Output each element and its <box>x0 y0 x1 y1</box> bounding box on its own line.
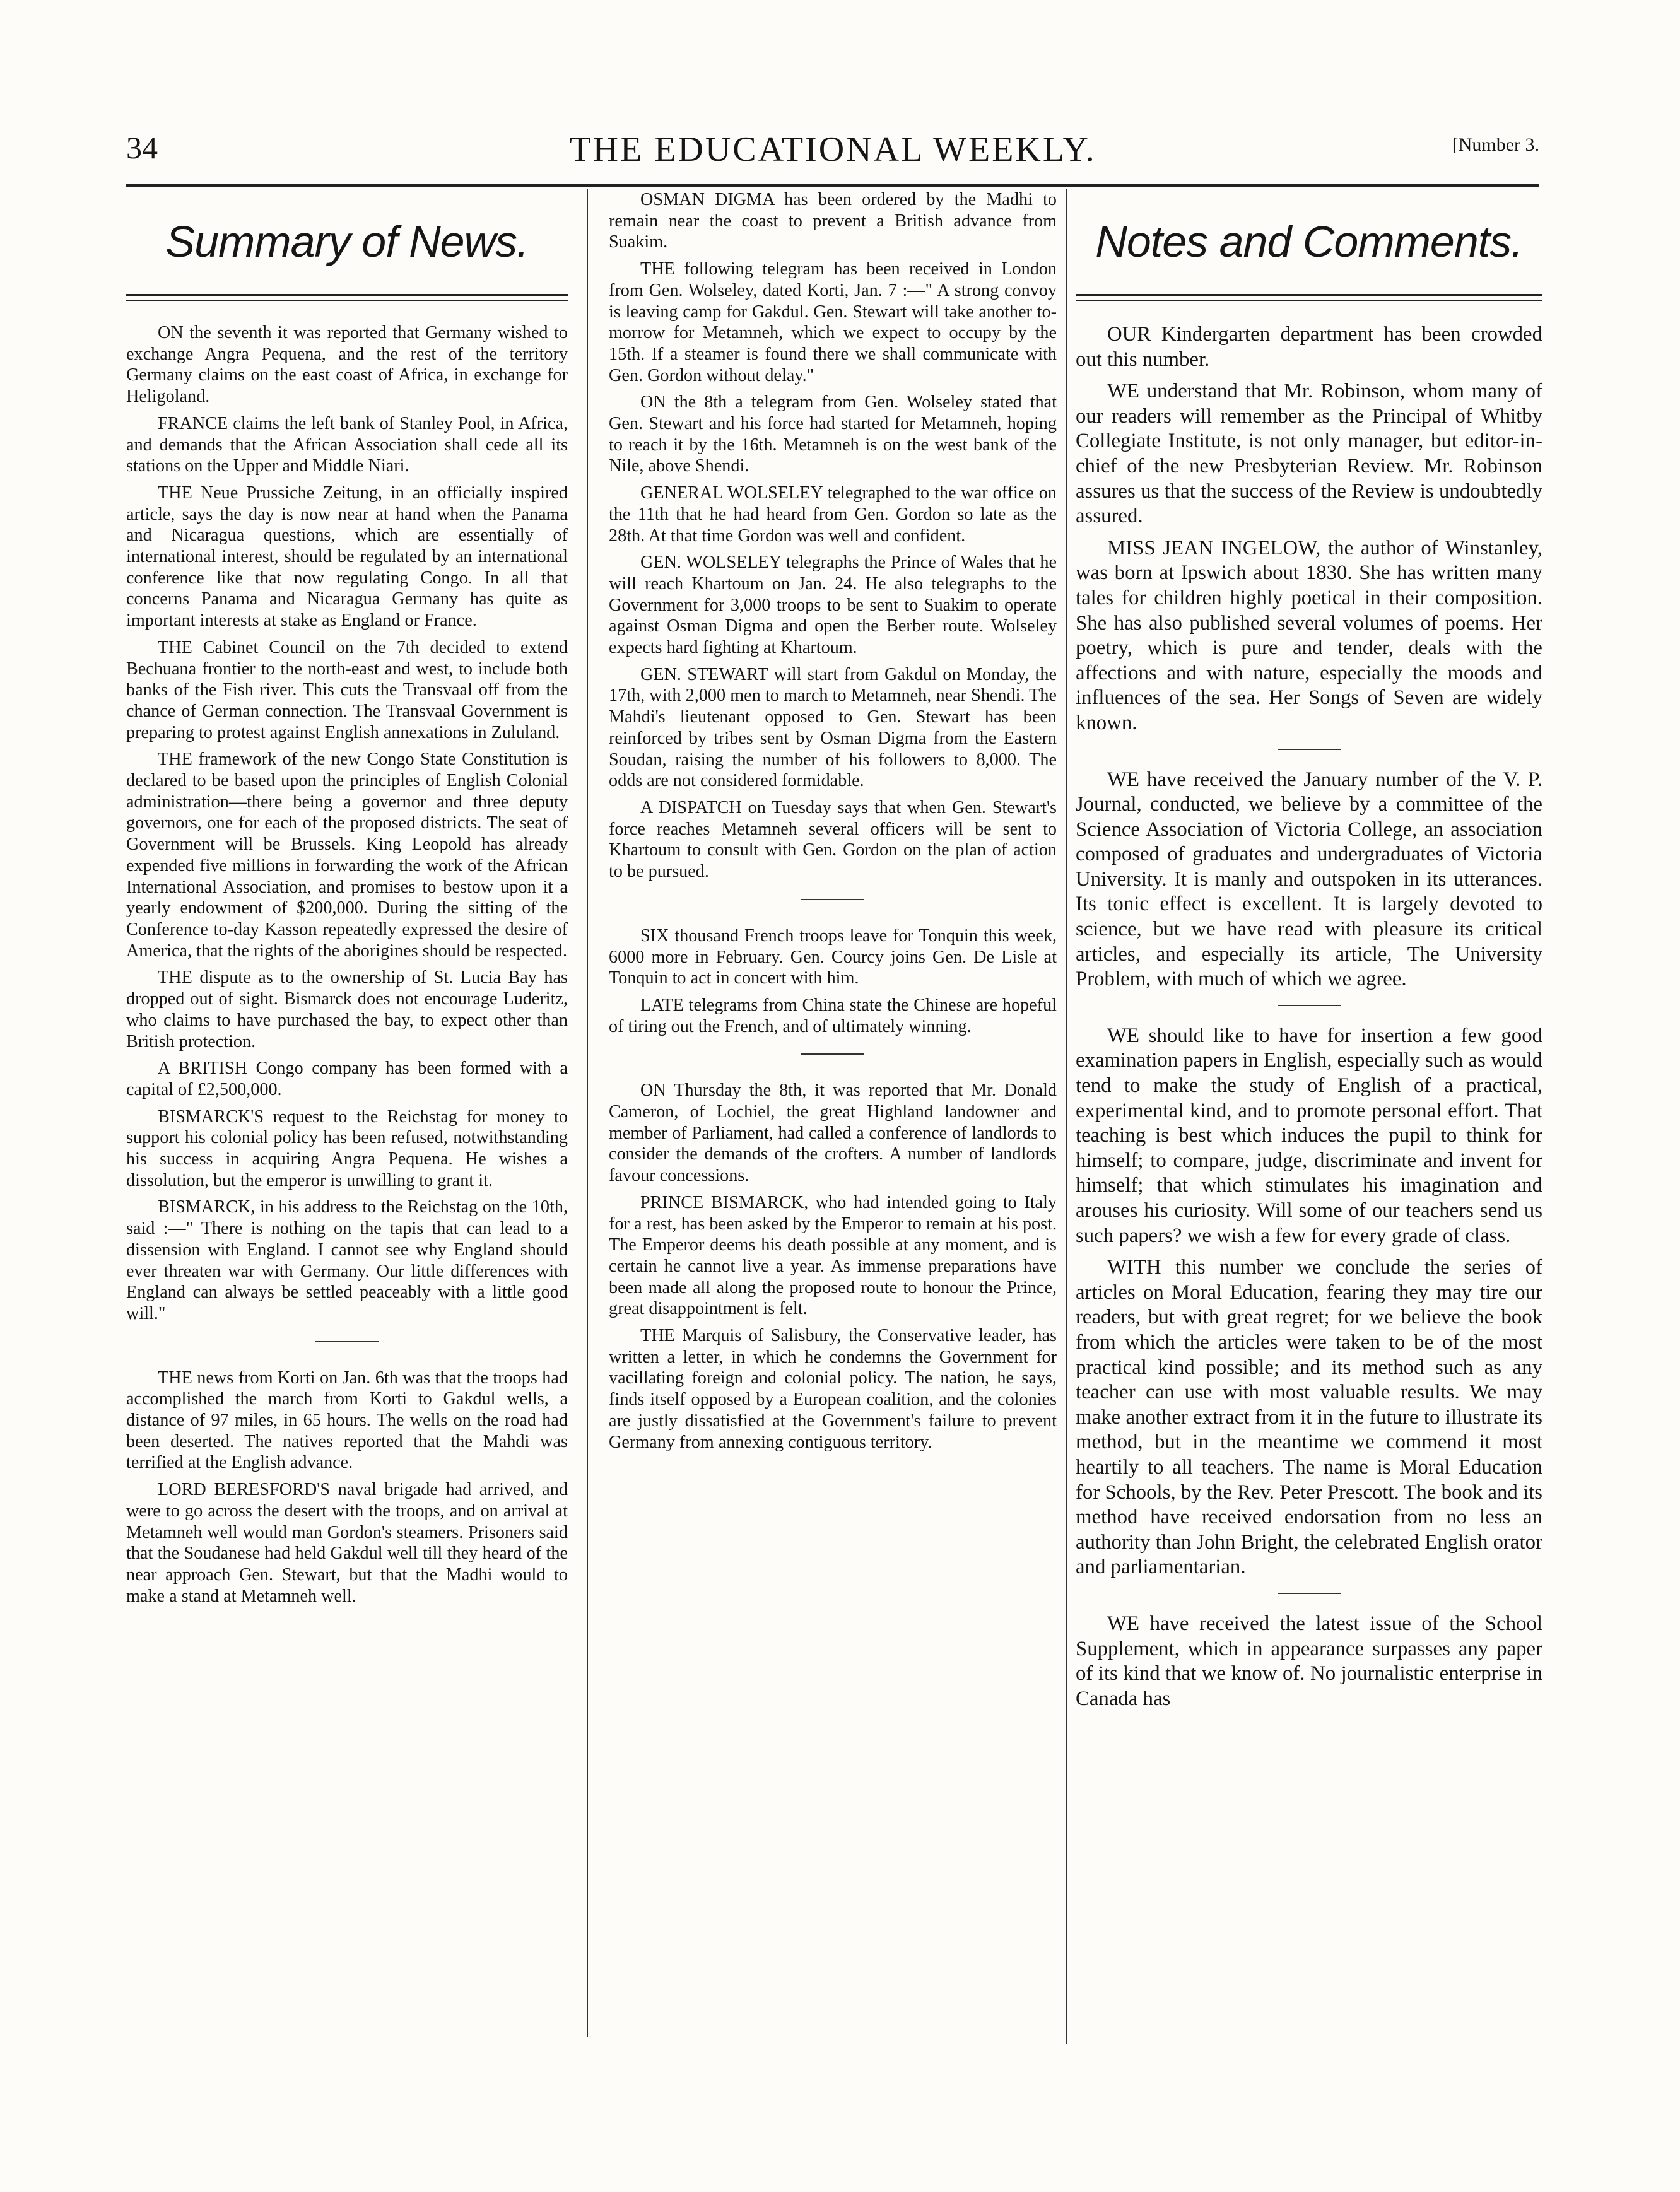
title-rule <box>1076 294 1542 296</box>
column-divider <box>1066 189 1067 2044</box>
comment-item: WE have received the latest issue of the School Supplement, which in appearance surpasses any paper of its kind that we know of. No journalistic enterprise in Canada has <box>1076 1612 1542 1710</box>
notes-title: Notes and Comments. <box>1095 217 1523 266</box>
column-divider <box>587 189 588 2037</box>
section-separator <box>1278 749 1341 750</box>
summary-column <box>126 189 568 1612</box>
news-item: THE dispute as to the ownership of St. Lucia Bay has dropped out of sight. Bismarck does not encourage Luderitz, who claims to have purchased the bay, to expect other than British protection. <box>126 968 568 1052</box>
section-separator <box>1278 1005 1341 1006</box>
comment-item: OUR Kindergarten department has been crowded out this number. <box>1076 323 1542 371</box>
summary-title: Summary of News. <box>165 217 529 266</box>
news-item: FRANCE claims the left bank of Stanley Pool, in Africa, and demands that the African Association shall cede all its stations on the Upper and Middle Niari. <box>126 413 568 476</box>
section-separator <box>801 899 864 900</box>
news-item: THE framework of the new Congo State Constitution is declared to be based upon the principles of English Colonial administration—there being a governor and three deputy governors, one for each of the proposed districts. The seat of Government will be Brussels. King Leopold has already expended five millions in forwarding the work of the African International Association, and promises to bestow upon it a yearly endowment of $200,000. During the sitting of the Conference to-day Kasson repeatedly expressed the desire of America, that the rights of the aborigines should be respected. <box>126 749 568 961</box>
section-separator <box>801 1053 864 1055</box>
news-item: THE Neue Prussiche Zeitung, in an officially inspired article, says the day is now near at hand when the Panama and Nicaragua questions, which are essentially of international interest, should be regulated by an international conference like that now regulating Congo. In all that concerns Panama and Nicaragua Germany has quite as important interests at stake as England or France. <box>126 483 568 631</box>
comment-item: WE have received the January number of the V. P. Journal, conducted, we believe by a committee of the Science Association of Victoria College, an association composed of graduates and undergraduates of Victoria University. It is manly and outspoken in its utterances. Its tonic effect is excellent. It is largely devoted to science, but we have read with pleasure its critical articles, and especially its article, The University Problem, with much of which we agree. <box>1076 768 1542 991</box>
news-item: SIX thousand French troops leave for Tonquin this week, 6000 more in February. Gen. Courcy joins Gen. De Lisle at Tonquin to act in concert with him. <box>609 925 1057 988</box>
news-item: GEN. WOLSELEY telegraphs the Prince of Wales that he will reach Khartoum on Jan. 24. He also telegraphs to the Government for 3,000 troops to be sent to Suakim to operate against Osman Digma and open the Berber route. Wolseley expects hard fighting at Khartoum. <box>609 553 1057 658</box>
comment-item: WE should like to have for insertion a few good examination papers in English, especially such as would tend to make the study of English of a practical, experimental kind, and to promote personal effort. That teaching is best which induces the pupil to think for himself; to compare, judge, discriminate and invent for himself; that which stimulates his imagination and arouses his curiosity. Will some of our teachers send us such papers? we wish a few for every grade of class. <box>1076 1024 1542 1247</box>
title-rule <box>126 300 568 301</box>
comment-item: WE understand that Mr. Robinson, whom many of our readers will remember as the Principal of Whitby Collegiate Institute, is not only manager, but editor-in-chief of the new Presbyterian Review. Mr. Robinson assures us that the success of the Review is undoubtedly assured. <box>1076 380 1542 528</box>
section-separator <box>315 1341 379 1342</box>
title-rule <box>126 294 568 296</box>
news-item: ON Thursday the 8th, it was reported that Mr. Donald Cameron, of Lochiel, the great Highland landowner and member of Parliament, had called a conference of landlords to consider the demands of the crofters. A number of landlords favour concessions. <box>609 1081 1057 1186</box>
news-item: PRINCE BISMARCK, who had intended going to Italy for a rest, has been asked by the Emperor to remain at his post. The Emperor deems his death possible at any moment, and is certain he cannot live a year. As immense preparations have been made all along the proposed route to honour the Prince, great disappointment is felt. <box>609 1192 1057 1319</box>
news-item: BISMARCK'S request to the Reichstag for money to support his colonial policy has been refused, notwithstanding his success in acquiring Angra Pequena. He wishes a dissolution, but the emperor is unwilling to grant it. <box>126 1106 568 1190</box>
news-item: A BRITISH Congo company has been formed with a capital of £2,500,000. <box>126 1058 568 1099</box>
journal-title: THE EDUCATIONAL WEEKLY. <box>569 130 1096 169</box>
notes-column <box>1076 189 1542 1718</box>
section-separator <box>1278 1593 1341 1594</box>
comment-item: WITH this number we conclude the series of articles on Moral Education, fearing they may tire our readers, but with great regret; for we believe the book from which the articles were taken to be of the most practical kind possible; and its method such as any teacher can use with most valuable results. We may make another extract from it in the future to illustrate its method, but in the meantime we commend it most heartily to all teachers. The name is Moral Education for Schools, by the Rev. Peter Prescott. The book and its method have received endorsation from no less an authority than John Bright, the celebrated English orator and parliamentarian. <box>1076 1256 1542 1579</box>
news-item: ON the seventh it was reported that Germany wished to exchange Angra Pequena, and the rest of the territory Germany claims on the east coast of Africa, in exchange for Heligoland. <box>126 323 568 407</box>
news-item: LATE telegrams from China state the Chinese are hopeful of tiring out the French, and of ultimately winning. <box>609 995 1057 1036</box>
news-item: ON the 8th a telegram from Gen. Wolseley stated that Gen. Stewart and his force had started for Metamneh, hoping to reach it by the 16th. Metamneh is on the west bank of the Nile, above Shendi. <box>609 392 1057 476</box>
news-item: OSMAN DIGMA has been ordered by the Madhi to remain near the coast to prevent a British advance from Suakim. <box>609 190 1057 252</box>
news-item: THE Cabinet Council on the 7th decided to extend Bechuana frontier to the north-east and west, to include both banks of the Fish river. This cuts the Transvaal off from the chance of German connection. The Transvaal Government is preparing to protest against English annexations in Zululand. <box>126 637 568 742</box>
issue-number: [Number 3. <box>1452 134 1539 155</box>
news-item: BISMARCK, in his address to the Reichstag on the 10th, said :—" There is nothing on the tapis that can lead to a dissension with England. I cannot see why England should ever threaten war with Germany. Our little differences with England can always be settled peaceably with a little good will." <box>126 1197 568 1323</box>
summary-column-continued <box>609 189 1057 1458</box>
title-rule <box>1076 300 1542 301</box>
comment-item: MISS JEAN INGELOW, the author of Winstanley, was born at Ipswich about 1830. She has written many tales for children highly poetical in their composition. She has also published several volumes of poems. Her poetry, which is pure and tender, deals with the affections and with nature, especially the moods and influences of the sea. Her Songs of Seven are widely known. <box>1076 536 1542 734</box>
news-item: A DISPATCH on Tuesday says that when Gen. Stewart's force reaches Metamneh several officers will be sent to Khartoum to consult with Gen. Gordon on the plan of action to be pursued. <box>609 797 1057 882</box>
news-item: THE news from Korti on Jan. 6th was that the troops had accomplished the march from Korti to Gakdul wells, a distance of 97 miles, in 65 hours. The wells on the road had been deserted. The natives reported that the Mahdi was terrified at the English advance. <box>126 1368 568 1473</box>
news-item: LORD BERESFORD'S naval brigade had arrived, and were to go across the desert with the troops, and on arrival at Metamneh well would man Gordon's steamers. Prisoners said that the Soudanese had held Gakdul well till they heard of the near approach Gen. Stewart, but that the Madhi would to make a stand at Metamneh well. <box>126 1480 568 1606</box>
news-item: GENERAL WOLSELEY telegraphed to the war office on the 11th that he had heard from Gen. Gordon so late as the 28th. At that time Gordon was well and confident. <box>609 483 1057 546</box>
news-item: THE following telegram has been received in London from Gen. Wolseley, dated Korti, Jan. 7 :—" A strong convoy is leaving camp for Gakdul. Gen. Stewart will take another to-morrow for Metamneh, which we expect to occupy by the 15th. If a steamer is found there we shall communicate with Gen. Gordon without delay." <box>609 259 1057 385</box>
news-item: THE Marquis of Salisbury, the Conservative leader, has written a letter, in which he condemns the Government for vacillating foreign and colonial policy. The nation, he says, finds itself opposed by a European coalition, and the colonies are justly dissatisfied at the Government's failure to prevent Germany from annexing contiguous territory. <box>609 1326 1057 1452</box>
header-rule <box>126 184 1539 187</box>
page-header <box>126 129 1539 186</box>
news-item: GEN. STEWART will start from Gakdul on Monday, the 17th, with 2,000 men to march to Metamneh, near Shendi. The Mahdi's lieutenant opposed to Gen. Stewart has been reinforced by tribes sent by Osman Digma from the Eastern Soudan, raising the number of his followers to 8,000. The odds are not considered formidable. <box>609 664 1057 791</box>
page-number: 34 <box>126 130 158 165</box>
